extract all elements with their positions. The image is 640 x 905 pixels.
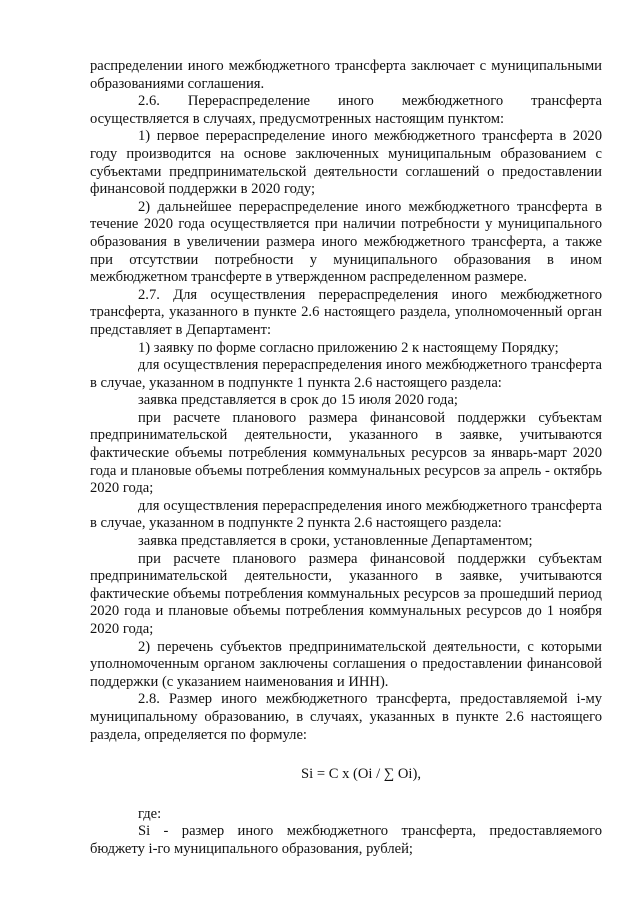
- document-page: [90, 58, 602, 859]
- paragraph-2-8: 2.8. Размер иного межбюджетного трансферта, предоставляемой i-му муниципальному образованию, в случаях, указанных в пункте 2.6 настоящего раздела, определяется по формуле:: [90, 691, 602, 743]
- paragraph-calculation-2: при расчете планового размера финансовой поддержки субъектам предпринимательской деятельности, указанного в заявке, учитываются фактические объемы потребления коммунальных ресурсов за прошедший период 2020 года и плановые объемы потребления коммунальных ресурсов до 1 ноября 2020 года;: [90, 550, 602, 637]
- paragraph-2-6-item-1: 1) первое перераспределение иного межбюджетного трансферта в 2020 году производится на основе заключенных муниципальным образованием с субъектами предпринимательской деятельности соглашений о предоставлении финансовой поддержки в 2020 году;: [90, 128, 602, 198]
- paragraph-2-7-item-1: 1) заявку по форме согласно приложению 2 к настоящему Порядку;: [138, 339, 559, 356]
- paragraph-2-6-item-2: 2) дальнейшее перераспределение иного межбюджетного трансферта в течение 2020 года осуществляется при наличии потребности у муниципального образования в увеличении размера иного межбюджетного трансферта, а также при отсутствии потребности у муниципального образования в ином межбюджетном трансферте в утвержденном распределенном размере.: [90, 198, 602, 286]
- paragraph-2-7: 2.7. Для осуществления перераспределения иного межбюджетного трансферта, указанного в пункте 2.6 настоящего раздела, уполномоченный орган представляет в Департамент:: [90, 286, 602, 338]
- formula: Si = C x (Oi / ∑ Oi),: [301, 766, 421, 783]
- paragraph-deadline-1: заявка представляется в срок до 15 июля 2020 года;: [138, 392, 458, 409]
- paragraph-2-6: 2.6. Перераспределение иного межбюджетного трансферта осуществляется в случаях, предусмотренных настоящим пунктом:: [90, 93, 602, 127]
- definition-si: Si - размер иного межбюджетного трансферта, предоставляемого бюджету i-го муниципального образования, рублей;: [90, 823, 602, 857]
- paragraph-2-7-item-2: 2) перечень субъектов предпринимательской деятельности, с которыми уполномоченным органом заключены соглашения о предоставлении финансовой поддержки (с указанием наименования и ИНН).: [90, 638, 602, 690]
- spacer: [90, 784, 602, 806]
- paragraph-calculation-1: при расчете планового размера финансовой поддержки субъектам предпринимательской деятельности, указанного в заявке, учитываются фактические объемы потребления коммунальных ресурсов за январь-март 2020 года и плановые объемы потребления коммунальных ресурсов за апрель - октябрь 2020 года;: [90, 409, 602, 497]
- paragraph-case-2: для осуществления перераспределения иного межбюджетного трансферта в случае, указанном в подпункте 2 пункта 2.6 настоящего раздела:: [90, 497, 602, 532]
- where-label: где:: [138, 805, 162, 822]
- paragraph-case-1: для осуществления перераспределения иного межбюджетного трансферта в случае, указанном в подпункте 1 пункта 2.6 настоящего раздела:: [90, 357, 602, 391]
- paragraph-continuation: распределении иного межбюджетного трансферта заключает с муниципальными образованиями соглашения.: [90, 58, 602, 92]
- paragraph-deadline-2: заявка представляется в сроки, установленные Департаментом;: [138, 533, 533, 550]
